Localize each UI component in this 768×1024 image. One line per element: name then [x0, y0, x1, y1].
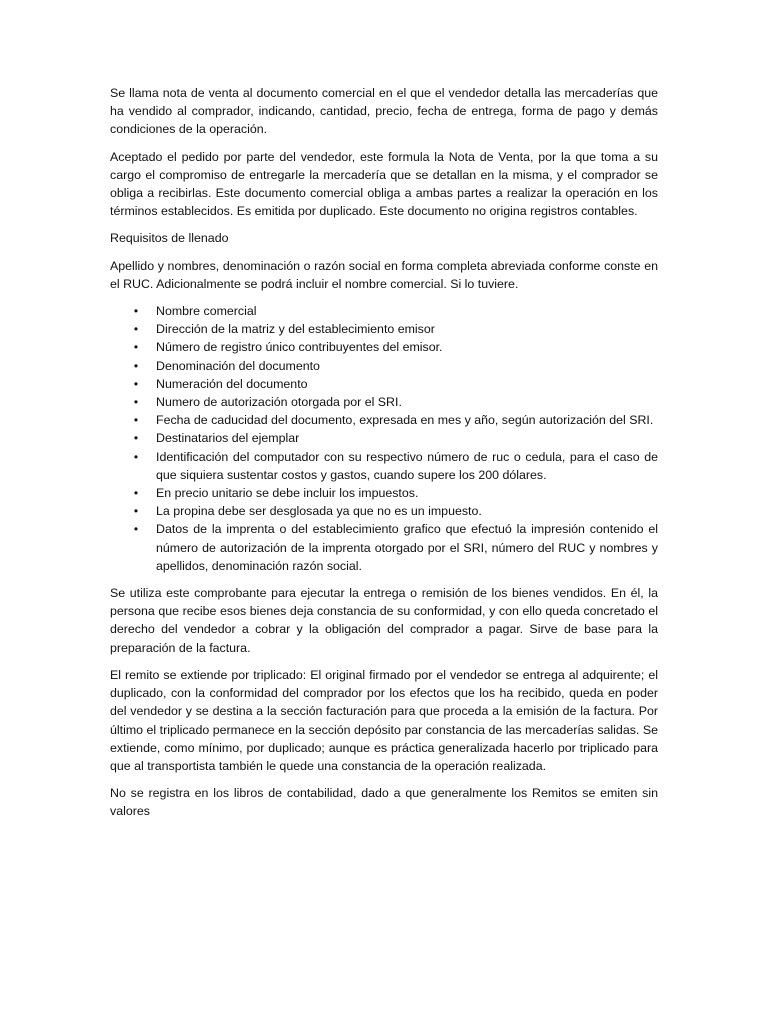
list-item-text: Dirección de la matriz y del establecimiento emisor: [156, 322, 435, 337]
list-item: [110, 357, 658, 375]
bullet-icon: •: [133, 449, 139, 464]
list-item-text: Numero de autorización otorgada por el SRI.: [156, 395, 402, 410]
list-item-text: Nombre comercial: [156, 304, 257, 319]
list-item-text: La propina debe ser desglosada ya que no es un impuesto.: [156, 504, 482, 519]
remito-paragraph-triplicado: El remito se extiende por triplicado: El original firmado por el vendedor se entrega al adquirente; el duplicado, con la conformidad del comprador por los efectos que los ha recibido, queda en poder del vendedor y se destina a la sección facturación para que proceda a la emisión de la factura. Por último el triplicado permanece en la sección depósito par constancia de las mercaderías salidas. Se extiende, como mínimo, por duplicado; aunque es práctica generalizada hacerlo por triplicado para que al transportista también le quede una constancia de la operación realizada.: [110, 667, 658, 773]
list-item: [110, 338, 658, 356]
list-item-text: Destinatarios del ejemplar: [156, 431, 300, 446]
list-item: [110, 448, 658, 484]
list-item: [110, 411, 658, 429]
bullet-icon: •: [133, 522, 139, 537]
requirements-intro-paragraph: Apellido y nombres, denominación o razón social en forma completa abreviada conforme conste en el RUC. Adicionalmente se podrá incluir el nombre comercial. Si lo tuviere.: [110, 258, 658, 291]
bullet-icon: •: [133, 504, 139, 519]
list-item-text: Fecha de caducidad del documento, expresada en mes y año, según autorización del SRI.: [156, 413, 654, 428]
list-item-text: Número de registro único contribuyentes del emisor.: [156, 340, 443, 355]
intro-paragraph-nota-de-venta: Se llama nota de venta al documento comercial en el que el vendedor detalla las mercaderías que ha vendido al comprador, indicando, cantidad, precio, fecha de entrega, forma de pago y demás condiciones de la operación.: [110, 86, 658, 137]
list-item-text: Datos de la imprenta o del establecimiento grafico que efectuó la impresión contenido el número de autorización de la imprenta otorgado por el SRI, número del RUC y nombres y apellidos, denominación razón social.: [156, 522, 658, 573]
list-item-text: Identificación del computador con su respectivo número de ruc o cedula, para el caso de que siquiera sustentar costos y gastos, cuando supere los 200 dólares.: [156, 449, 658, 482]
bullet-icon: •: [133, 358, 139, 373]
bullet-icon: •: [133, 322, 139, 337]
list-item: [110, 393, 658, 411]
bullet-icon: •: [133, 395, 139, 410]
list-item-text: Denominación del documento: [156, 358, 320, 373]
list-item: [110, 302, 658, 320]
bullet-icon: •: [133, 304, 139, 319]
list-item: [110, 429, 658, 447]
bullet-icon: •: [133, 340, 139, 355]
bullet-icon: •: [133, 486, 139, 501]
remito-paragraph-uso: Se utiliza este comprobante para ejecutar la entrega o remisión de los bienes vendidos. En él, la persona que recibe esos bienes deja constancia de su conformidad, y con ello queda concretado el derecho del vendedor a cobrar y la obligación del comprador a pagar. Sirve de base para la preparación de la factura.: [110, 586, 658, 655]
requirements-list: [110, 302, 658, 575]
remito-paragraph-contabilidad: No se registra en los libros de contabilidad, dado a que generalmente los Remitos se emiten sin valores: [110, 786, 658, 819]
bullet-icon: •: [133, 413, 139, 428]
list-item-text: En precio unitario se debe incluir los impuestos.: [156, 486, 419, 501]
list-item-text: Numeración del documento: [156, 376, 308, 391]
intro-paragraph-aceptado-pedido: Aceptado el pedido por parte del vendedor, este formula la Nota de Venta, por la que toma a su cargo el compromiso de entregarle la mercadería que se detallan en la misma, y el comprador se obliga a recibirlas. Este documento comercial obliga a ambas partes a realizar la operación en los términos establecidos. Es emitida por duplicado. Este documento no origina registros contables.: [110, 149, 658, 219]
bullet-icon: •: [133, 431, 139, 446]
document-page: [110, 84, 658, 830]
list-item: [110, 484, 658, 502]
requirements-heading: Requisitos de llenado: [110, 231, 229, 246]
bullet-icon: •: [133, 376, 139, 391]
list-item: [110, 320, 658, 338]
list-item: [110, 375, 658, 393]
list-item: [110, 502, 658, 520]
list-item: [110, 520, 658, 575]
